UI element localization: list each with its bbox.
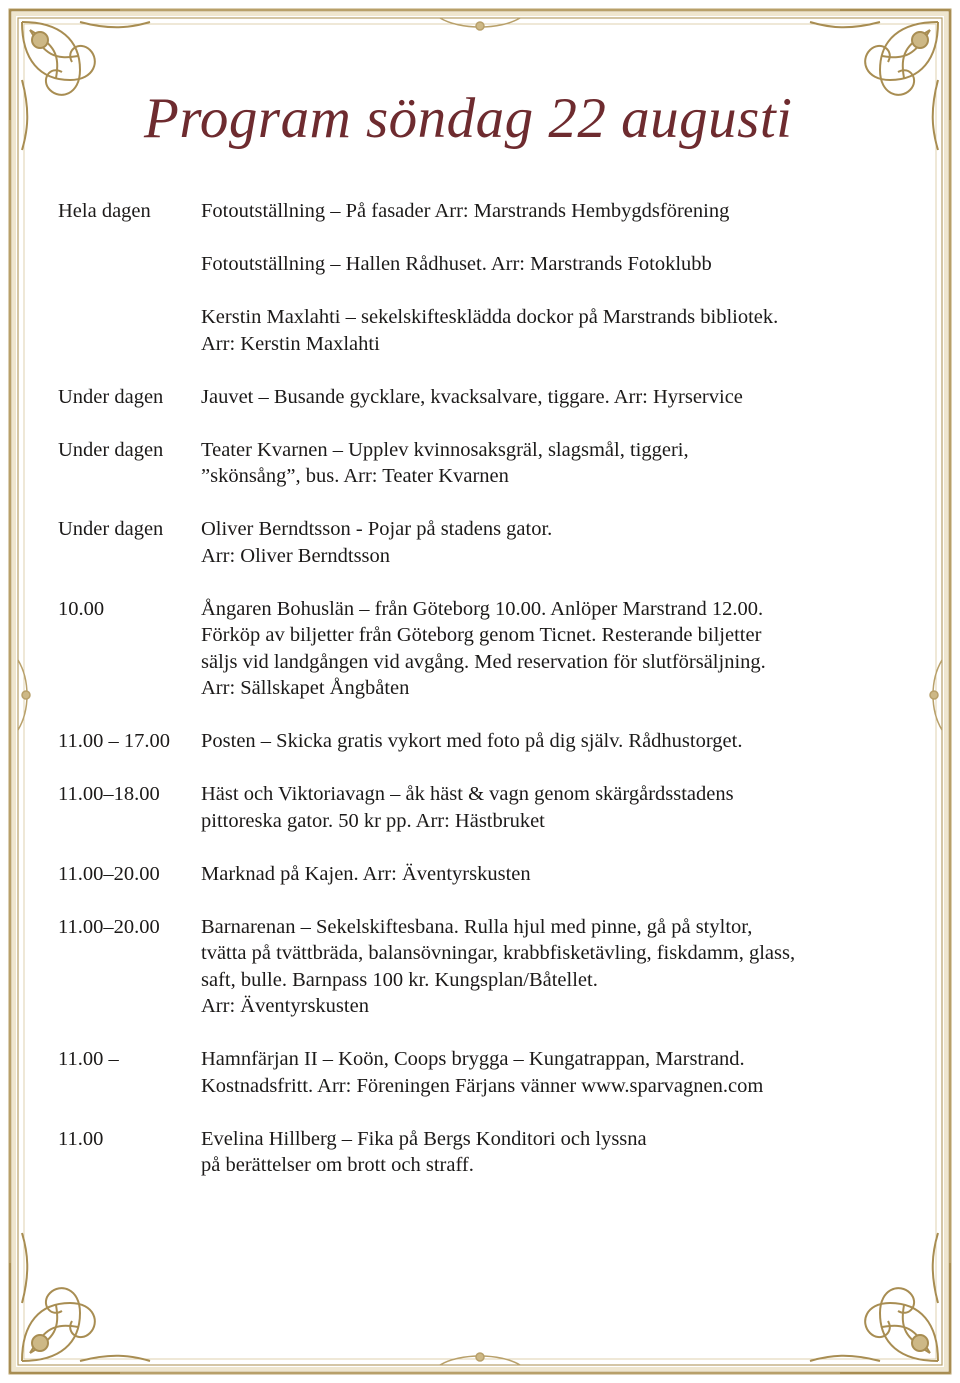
entry-description (201, 516, 888, 569)
entry-description (201, 914, 888, 1020)
entry-line: Hamnfärjan II – Koön, Coops brygga – Kungatrappan, Marstrand. (201, 1048, 745, 1070)
entry-line: Fotoutställning – Hallen Rådhuset. Arr: Marstrands Fotoklubb (201, 253, 712, 275)
entry-time: Hela dagen (58, 200, 151, 222)
program-entry (58, 728, 888, 755)
program-entry (58, 781, 888, 834)
entry-description (201, 251, 888, 278)
entry-time: 11.00 – (58, 1048, 119, 1070)
entry-line: Arr: Kerstin Maxlahti (201, 332, 380, 355)
page-title: Program söndag 22 augusti (144, 87, 793, 150)
program-entry (58, 596, 888, 702)
entry-description (201, 781, 888, 834)
entry-line: Posten – Skicka gratis vykort med foto på dig själv. Rådhustorget. (201, 730, 743, 752)
entry-description (201, 728, 888, 755)
program-entry (58, 1046, 888, 1099)
entry-time: 11.00–18.00 (58, 783, 160, 805)
corner-ornament-top-right (810, 10, 950, 150)
program-entry (58, 384, 888, 411)
entry-line: Ångaren Bohuslän – från Göteborg 10.00. Anlöper Marstrand 12.00. (201, 597, 764, 620)
entry-time: 11.00 (58, 1127, 104, 1150)
entry-time: Under dagen (58, 438, 164, 461)
corner-ornament-bottom-left (10, 1233, 150, 1373)
entry-description (201, 198, 888, 225)
entry-time: 10.00 (58, 597, 105, 620)
program-entry (58, 198, 888, 225)
entry-line: ”skönsång”, bus. Arr: Teater Kvarnen (201, 465, 509, 487)
entry-line: pittoreska gator. 50 kr pp. Arr: Hästbruket (201, 809, 545, 832)
program-entry (58, 516, 888, 569)
entry-line: på berättelser om brott och straff. (201, 1154, 474, 1176)
entry-time: Under dagen (58, 385, 164, 408)
entry-line: Arr: Äventyrskusten (201, 995, 369, 1017)
corner-ornament-bottom-right (810, 1233, 950, 1373)
entry-line: tvätta på tvättbräda, balansövningar, krabbfisketävling, fiskdamm, glass, (201, 942, 796, 964)
program-entry (58, 304, 888, 357)
entry-line: Arr: Sällskapet Ångbåten (201, 677, 410, 699)
edge-ornament-top (440, 18, 520, 30)
entry-time: 11.00–20.00 (58, 915, 160, 938)
entry-line: Marknad på Kajen. Arr: Äventyrskusten (201, 862, 531, 885)
entry-description (201, 1046, 888, 1099)
entry-line: Kerstin Maxlahti – sekelskiftesklädda dockor på Marstrands bibliotek. (201, 306, 779, 328)
entry-line: Evelina Hillberg – Fika på Bergs Konditori och lyssna (201, 1127, 647, 1150)
entry-line: Förköp av biljetter från Göteborg genom Ticnet. Resterande biljetter (201, 624, 762, 646)
entry-line: Teater Kvarnen – Upplev kvinnosaksgräl, slagsmål, tiggeri, (201, 438, 689, 461)
entry-line: Arr: Oliver Berndtsson (201, 544, 391, 567)
entry-line: säljs vid landgången vid avgång. Med reservation för slutförsäljning. (201, 650, 766, 673)
entry-line: Barnarenan – Sekelskiftesbana. Rulla hjul med pinne, gå på styltor, (201, 915, 753, 938)
entry-description (201, 384, 888, 411)
entry-line: Oliver Berndtsson - Pojar på stadens gator. (201, 518, 553, 540)
entry-line: Häst och Viktoriavagn – åk häst & vagn genom skärgårdsstadens (201, 783, 734, 805)
edge-ornament-bottom (440, 1353, 520, 1365)
entry-description (201, 1126, 888, 1179)
program-entry (58, 861, 888, 888)
entry-time: Under dagen (58, 518, 164, 540)
entry-time: 11.00 – 17.00 (58, 730, 170, 752)
entry-description (201, 596, 888, 702)
corner-ornament-top-left (10, 10, 150, 150)
entry-description (201, 861, 888, 888)
program-entry (58, 437, 888, 490)
entry-time: 11.00–20.00 (58, 862, 160, 885)
program-list (58, 198, 888, 1179)
entry-line: Jauvet – Busande gycklare, kvacksalvare, tiggare. Arr: Hyrservice (201, 385, 743, 408)
entry-description (201, 437, 888, 490)
program-entry (58, 914, 888, 1020)
program-entry (58, 1126, 888, 1179)
entry-line: Kostnadsfritt. Arr: Föreningen Färjans vänner www.sparvagnen.com (201, 1074, 764, 1097)
entry-line: saft, bulle. Barnpass 100 kr. Kungsplan/Båtellet. (201, 968, 598, 991)
entry-line: Fotoutställning – På fasader Arr: Marstrands Hembygdsförening (201, 200, 730, 222)
entry-description (201, 304, 888, 357)
program-entry (58, 251, 888, 278)
